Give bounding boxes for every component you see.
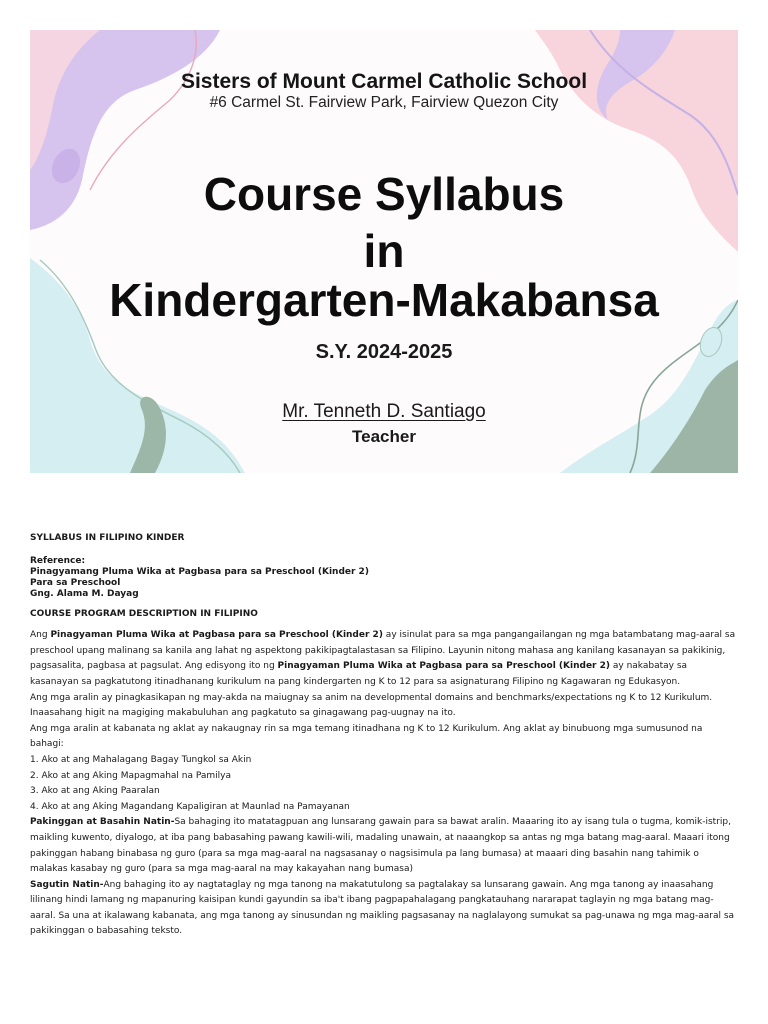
list-item: 3. Ako at ang Aking Paaralan	[30, 786, 160, 797]
list-item: 1. Ako at ang Mahalagang Bagay Tungkol sa Akin	[30, 754, 252, 765]
course-title-line-2: in	[363, 225, 405, 277]
reference-audience: Para sa Preschool	[30, 577, 121, 588]
paragraph-1-intro: Ang	[30, 630, 51, 641]
program-heading: COURSE PROGRAM DESCRIPTION IN FILIPINO	[30, 608, 258, 619]
school-year: S.Y. 2024-2025	[315, 341, 453, 363]
syllabus-content	[30, 531, 736, 940]
description-paragraph-4	[30, 815, 736, 877]
section-text-sagutin: Ang bahaging ito ay nagtataglay ng mga tanong na makatutulong sa pagtalakay sa lunsarang gawain. Ang mga tanong ay inaasahang lilinang hindi lamang ng mapanuring kaisipan kundi gayundin sa iba't ibang pagpapahalagang pangkatauhang nararapat taglayin ng mga batang mag-aaral. Sa una at ikalawang kabanata, ang mga tanong ay sinusundan ng maikling pagsasanay na naglalayong sumukat sa pag-unawa ng mga mag-aaral sa pakikinggan o babasahing teksto.	[30, 879, 735, 937]
section-text-pakinggan: Sa bahaging ito matatagpuan ang lunsarang gawain para sa bawat aralin. Maaaring ito ay isang tula o tugma, komik-istrip, maikling kuwento, diyalogo, at iba pang babasahing pawang kawili-wili, madaling unawain, at naaangkop sa antas ng mga batang mag-aaral. Maaari itong pakinggan habang binabasa ng guro (para sa mga mag-aaral na nagsasanay o nagsisimula pa lang bumasa) at maaari ding basahin nang tahimik o malakas kasabay ng guro (para sa mga mag-aaral na may kakayahan nang bumasa)	[30, 817, 731, 875]
reference-author: Gng. Alama M. Dayag	[30, 588, 139, 599]
description-paragraph-2: Ang mga aralin ay pinagkasikapan ng may-akda na maiugnay sa anim na developmental domains and benchmarks/expectations ng K to 12 Kurikulum. Inaasahang higit na magiging makabuluhan ang pagkatuto sa ginagawang pag-uugnay na ito.	[30, 692, 713, 719]
course-title-line-1: Course Syllabus	[203, 168, 565, 220]
syllabus-heading: SYLLABUS IN FILIPINO KINDER	[30, 533, 185, 543]
book-title-bold-2: Pinagyaman Pluma Wika at Pagbasa para sa Preschool (Kinder 2)	[277, 661, 611, 672]
description-paragraph-3: Ang mga aralin at kabanata ng aklat ay nakaugnay rin sa mga temang itinadhana ng K to 12 Kurikulum. Ang aklat ay binubuong mga sumusunod na bahagi:	[30, 723, 703, 750]
list-item: 4. Ako at ang Aking Magandang Kapaligiran at Maunlad na Pamayanan	[30, 801, 350, 812]
book-title-bold: Pinagyaman Pluma Wika at Pagbasa para sa Preschool (Kinder 2)	[50, 630, 383, 641]
teacher-role: Teacher	[352, 427, 416, 446]
list-item: 2. Ako at ang Aking Mapagmahal na Pamilya	[30, 770, 232, 781]
paragraph-1-end: ay nakabatay sa kasanayan sa pagkatutong itinadhanang kurikulum na pang kindergarten ng K to 12 para sa asignaturang Filipino ng Kagawaran ng Edukasyon.	[30, 661, 688, 687]
paragraph-1-body: ay isinulat para sa mga pangangailangan ng mga batambatang mag-aaral sa preschool upang malinang sa kanila ang lahat ng aspektong pakikipagtalastasan sa Filipino. Layunin nitong mahasa ang kanilang kasanayan sa pakikinig, pagsasalita, pagbasa at pagsulat. Ang edisyong ito ng	[30, 630, 736, 672]
reference-block	[30, 556, 736, 600]
school-name: Sisters of Mount Carmel Catholic School	[180, 70, 588, 93]
teacher-name-text: Mr. Tenneth D. Santiago	[282, 401, 486, 422]
reference-label: Reference:	[30, 555, 86, 566]
description-paragraph-1	[30, 628, 736, 690]
section-label-pakinggan: Pakinggan at Basahin Natin-	[30, 817, 175, 828]
section-label-sagutin: Sagutin Natin-	[30, 879, 104, 890]
description-paragraph-5	[30, 878, 736, 940]
reference-book: Pinagyamang Pluma Wika at Pagbasa para sa Preschool (Kinder 2)	[30, 566, 369, 577]
program-description	[30, 628, 736, 940]
school-address: #6 Carmel St. Fairview Park, Fairview Quezon City	[209, 94, 559, 111]
teacher-name	[30, 401, 738, 423]
course-title-line-3: Kindergarten-Makabansa	[109, 274, 659, 326]
cover-banner	[30, 30, 738, 473]
